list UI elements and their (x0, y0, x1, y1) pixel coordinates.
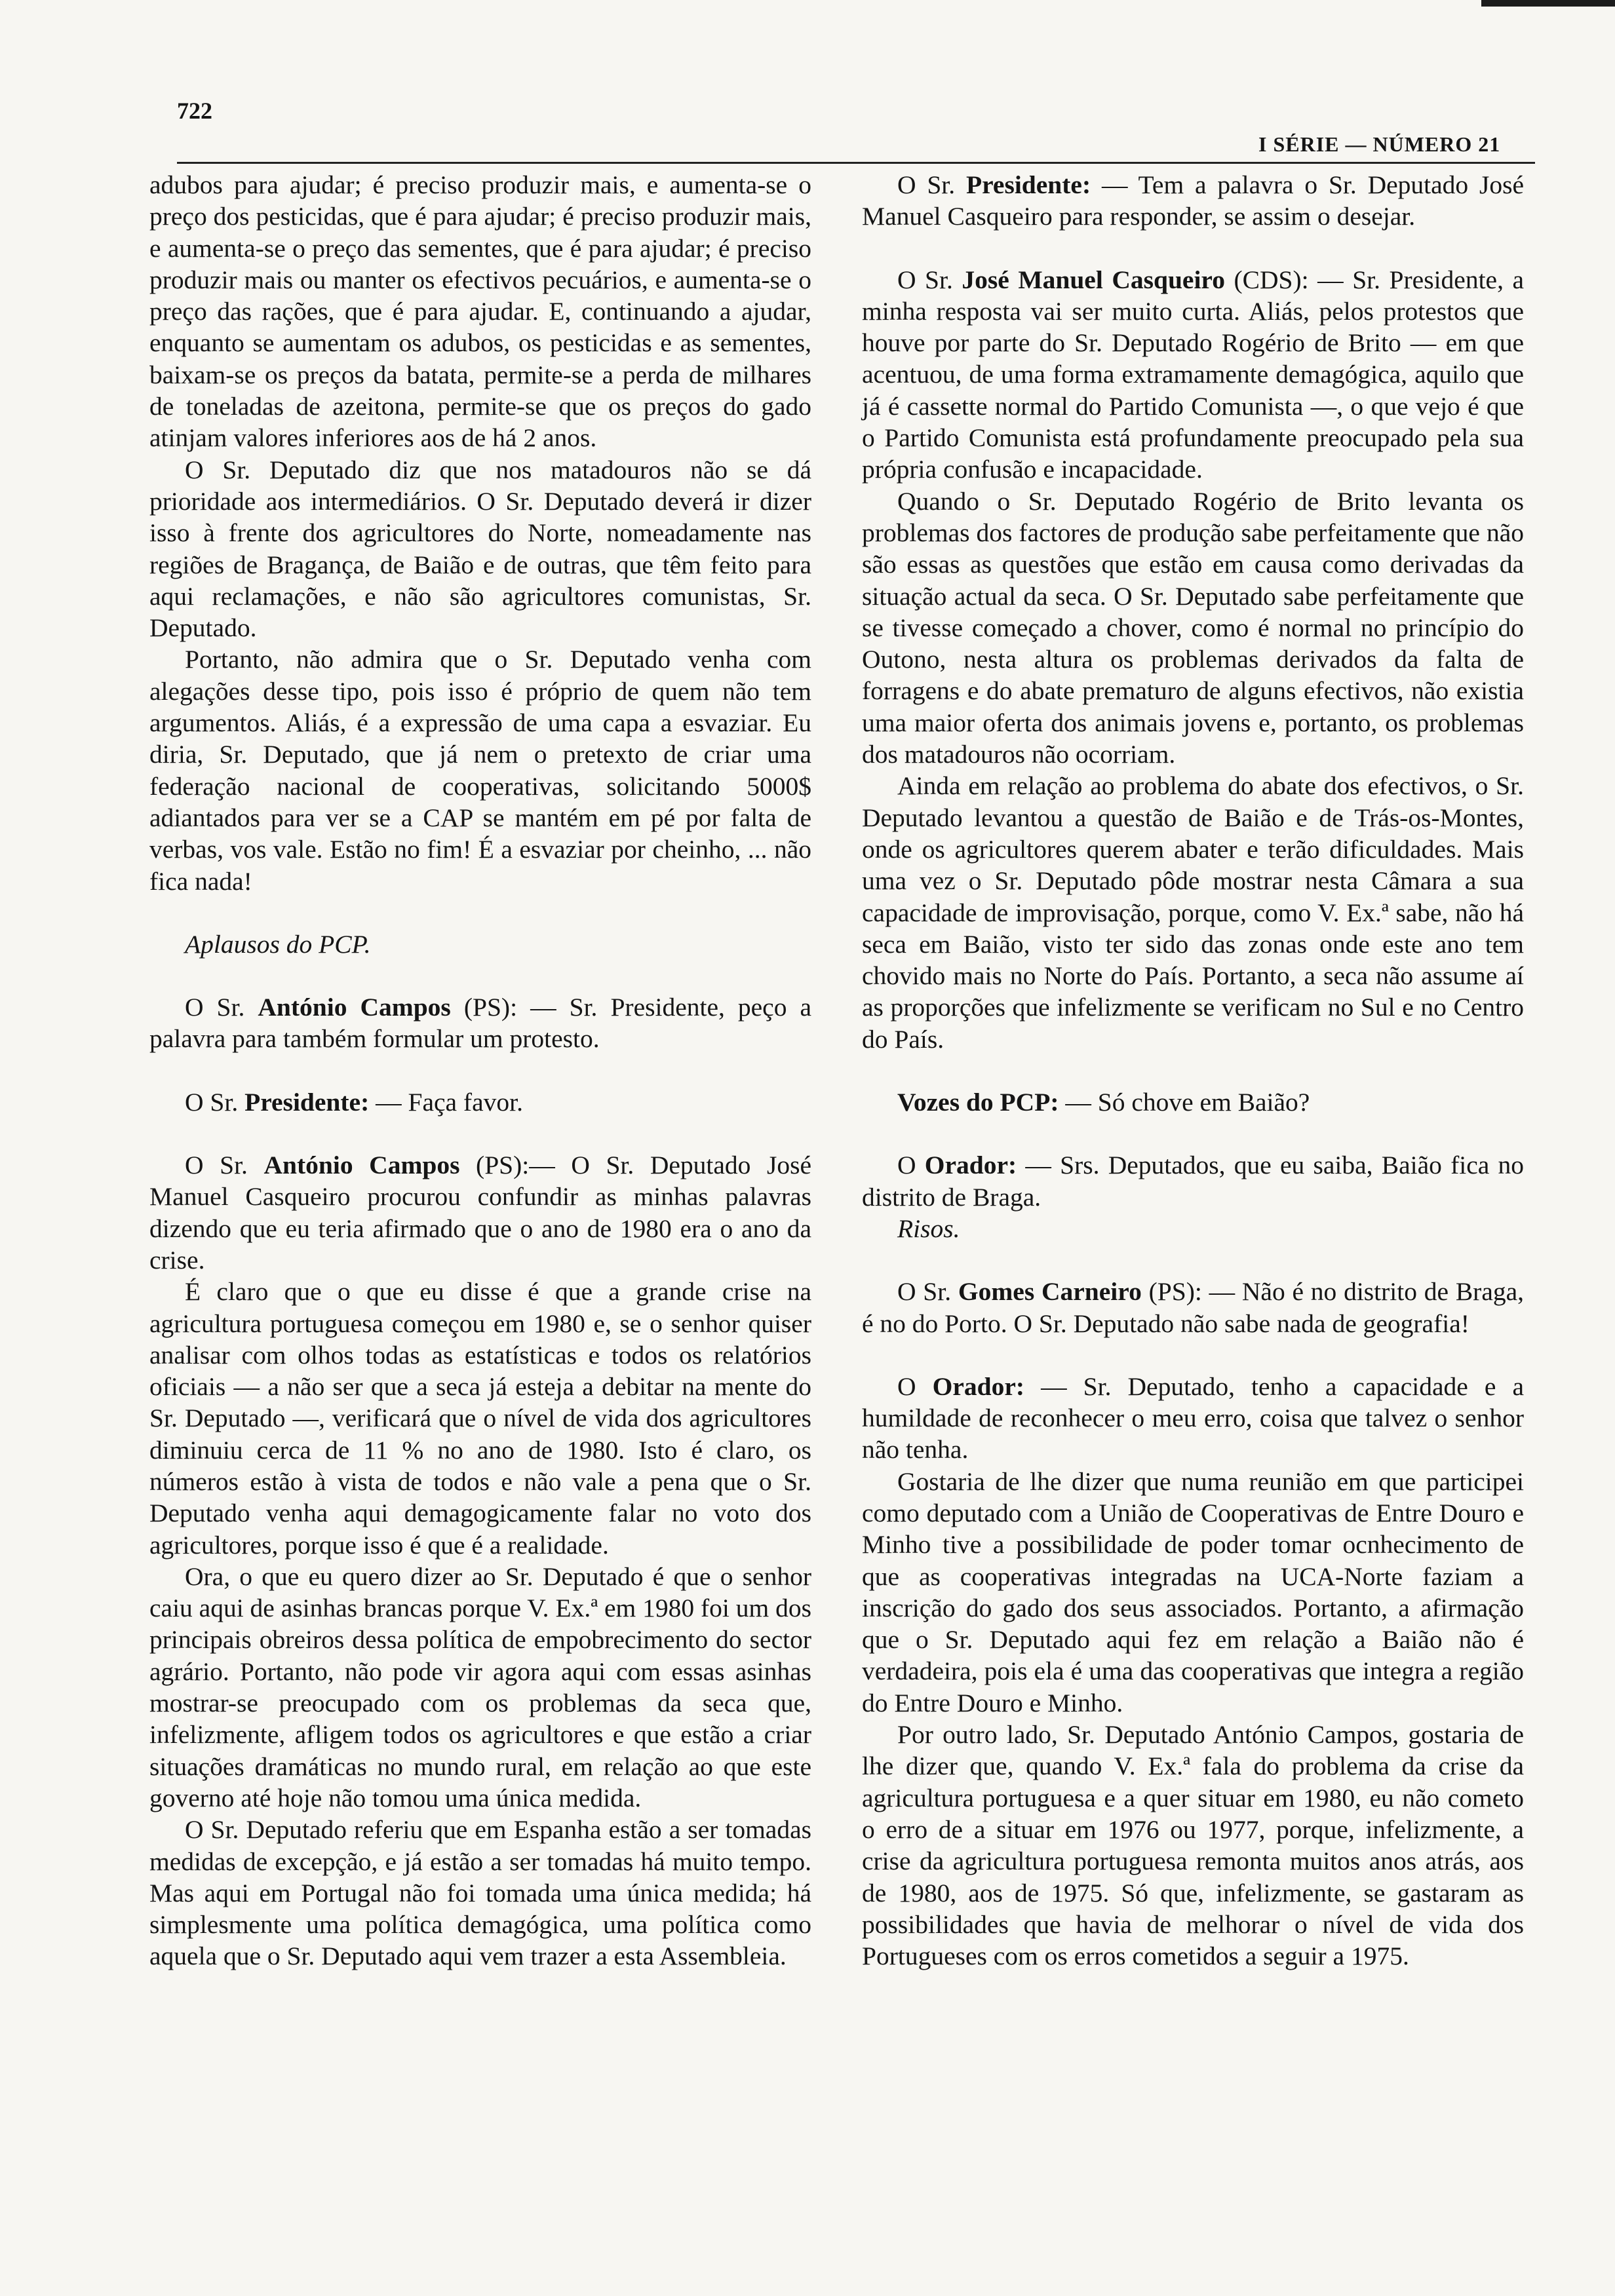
body-paragraph: Quando o Sr. Deputado Rogério de Brito levanta os problemas dos factores de produção sabe perfeitamente que não são essas as questões que estão em causa como derivadas da situação actual da seca. O Sr. Deputado sabe perfeitamente que se tivesse começado a chover, como é normal no princípio do Outono, nesta altura os problemas derivados da falta de forragens e do abate prematuro de alguns efectivos, não existia uma maior oferta dos animais jovens e, portanto, os problemas dos matadouros não ocorriam. (862, 486, 1524, 769)
speaker-party (1091, 170, 1102, 199)
series-header: I SÉRIE — NÚMERO 21 (1258, 132, 1501, 156)
body-paragraph: O Sr. Deputado referiu que em Espanha estão a ser tomadas medidas de excepção, e já estão a ser tomadas há muito tempo. Mas aqui em Portugal não foi tomada uma única medida; há simplesmente uma política demagógica, uma política como aquela que o Sr. Deputado aqui vem trazer a esta Assembleia. (149, 1815, 811, 1971)
speech-paragraph (149, 1149, 811, 1276)
speech-text: — Só chove em Baião? (1065, 1088, 1310, 1117)
speech-text: — Não é no distrito de Braga, é no do Porto. O Sr. Deputado não sabe nada de geografia! (862, 1277, 1525, 1338)
body-paragraph: Gostaria de lhe dizer que numa reunião em que participei como deputado com a União de Cooperativas de Entre Douro e Minho tive a possibilidade de poder tomar ocnhecimento de que as cooperativas integradas na UCA-Norte faziam a inscrição do gado dos seus associados. Portanto, a afirmação que o Sr. Deputado aqui fez em relação a Baião não é verdadeira, pois ela é uma das cooperativas que integra a região do Entre Douro e Minho. (862, 1466, 1524, 1717)
speaker-title: O Sr. (185, 1087, 245, 1117)
top-edge-bar (1481, 0, 1615, 7)
speaker-name: António Campos (258, 993, 451, 1022)
right-text-column (862, 169, 1524, 1972)
speech-paragraph (862, 169, 1524, 233)
speaker-party: (PS): (450, 993, 531, 1022)
speaker-title: O (897, 1371, 933, 1401)
speech-text: — Sr. Deputado, tenho a capacidade e a humildade de reconhecer o meu erro, coisa que talvez o senhor não tenha. (862, 1371, 1525, 1464)
speaker-party: (CDS): (1225, 265, 1318, 294)
speech-text: — Srs. Deputados, que eu saiba, Baião fica no distrito de Braga. (862, 1151, 1524, 1212)
speech-text: — Sr. Presidente, peço a palavra para também formular um protesto. (149, 993, 812, 1054)
stage-direction: Aplausos do PCP. (185, 929, 371, 959)
speaker-name: Orador: (924, 1151, 1017, 1180)
body-paragraph: Por outro lado, Sr. Deputado António Campos, gostaria de lhe dizer que, quando V. Ex.ª fala do problema da crise da agricultura portuguesa e a quer situar em 1980, eu não cometo o erro de a situar em 1976 ou 1977, porque, infelizmente, a crise da agricultura portuguesa remonta muitos anos atrás, aos de 1980, aos de 1975. Só que, infelizmente, se gastaram as possibilidades que havia de melhorar o nível de vida dos Portugueses com os erros cometidos a seguir a 1975. (862, 1720, 1524, 1971)
body-paragraph: Ora, o que eu quero dizer ao Sr. Deputado é que o senhor caiu aqui de asinhas brancas porque V. Ex.ª em 1980 foi um dos principais obreiros dessa política de empobrecimento do sector agrário. Portanto, não pode vir agora aqui com essas asinhas mostrar-se preocupado com os problemas da seca que, infelizmente, afligem todos os agricultores e que estão a criar situações dramáticas no mundo rural, em relação ao que este governo até hoje não tomou uma única medida. (149, 1561, 811, 1812)
body-paragraph: O Sr. Deputado diz que nos matadouros não se dá prioridade aos intermediários. O Sr. Deputado deverá ir dizer isso à frente dos agricultores do Norte, nomeadamente nas regiões de Bragança, de Baião e de outras, que têm feito para aqui reclamações, e não são agricultores comunistas, Sr. Deputado. (149, 455, 811, 643)
speaker-name: Presidente: (244, 1087, 370, 1117)
body-paragraph: Ainda em relação ao problema do abate dos efectivos, o Sr. Deputado levantou a questão de Baião e de Trás-os-Montes, onde os agricultores querem abater e terão dificuldades. Mais uma vez o Sr. Deputado pôde mostrar nesta Câmara a sua capacidade de improvisação, porque, como V. Ex.ª sabe, não há seca em Baião, visto ter sido das zonas onde este ano tem chovido mais no Norte do País. Portanto, a seca não assume aí as proporções que infelizmente se verificam no Sul e no Centro do País. (862, 771, 1524, 1054)
speaker-name: Vozes do PCP: (897, 1088, 1059, 1117)
speech-paragraph (862, 1149, 1524, 1213)
speaker-name: Gomes Carneiro (958, 1277, 1142, 1307)
body-paragraph: É claro que o que eu disse é que a grande crise na agricultura portuguesa começou em 1980 e, se o senhor quiser analisar com olhos todas as estatísticas e todos os relatórios oficiais — a não ser que a seca já esteja a debitar na mente do Sr. Deputado —, verificará que o nível de vida dos agricultores diminuiu cerca de 11 % no ano de 1980. Isto é claro, os números estão à vista de todos e não vale a pena que o Sr. Deputado venha aqui demagogicamente falar no voto dos agricultores, porque isso é que é a realidade. (149, 1277, 811, 1559)
speech-paragraph (862, 1276, 1524, 1339)
stage-direction: Risos. (897, 1214, 960, 1243)
speaker-party (1024, 1372, 1041, 1401)
speaker-title: O Sr. (185, 993, 258, 1022)
body-paragraph: Portanto, não admira que o Sr. Deputado venha com alegações desse tipo, pois isso é próprio de quem não tem argumentos. Aliás, é a expressão de uma capa a esvaziar. Eu diria, Sr. Deputado, que já nem o pretexto de criar uma federação nacional de cooperativas, solicitando 5000$ adiantados para ver se a CAP se mantém em pé por falta de verbas, vos vale. Estão no fim! É a esvaziar por cheinho, ... não fica nada! (149, 645, 811, 896)
speech-paragraph (862, 264, 1524, 486)
speaker-party: (PS): (459, 1151, 530, 1180)
speech-text: — Tem a palavra o Sr. Deputado José Manuel Casqueiro para responder, se assim o desejar. (862, 170, 1525, 231)
header-rule (177, 162, 1535, 164)
speaker-title: O Sr. (897, 265, 962, 294)
page-number: 722 (177, 98, 212, 124)
speaker-party (1059, 1088, 1066, 1117)
speaker-title: O Sr. (185, 1151, 264, 1180)
body-paragraph: adubos para ajudar; é preciso produzir mais, e aumenta-se o preço dos pesticidas, que é para ajudar; é preciso produzir mais, e aumenta-se o preço das sementes, que é para ajudar; é preciso produzir mais ou manter os efectivos pecuários, e aumenta-se o preço das rações, que é para ajudar. E, continuando a ajudar, enquanto se aumentam os adubos, os pesticidas e as sementes, baixam-se os preços da batata, permite-se a perda de milhares de toneladas de azeitona, permite-se que os preços do gado atinjam valores inferiores aos de há 2 anos. (149, 170, 811, 453)
speech-text: — Faça favor. (376, 1087, 523, 1117)
speaker-name: António Campos (263, 1151, 460, 1180)
speaker-title: O (897, 1151, 925, 1180)
speaker-party (1017, 1151, 1025, 1179)
speaker-party: (PS): (1141, 1277, 1209, 1307)
speech-paragraph (862, 1371, 1524, 1466)
speech-paragraph (149, 991, 811, 1055)
speaker-party (369, 1088, 376, 1117)
speaker-name: Presidente: (965, 170, 1091, 199)
speaker-name: Orador: (932, 1371, 1025, 1401)
speech-paragraph (149, 1086, 811, 1118)
speech-text: — O Sr. Deputado José Manuel Casqueiro procurou confundir as minhas palavras dizendo que eu teria afirmado que o ano de 1980 era o ano da crise. (149, 1151, 812, 1274)
speaker-name: José Manuel Casqueiro (962, 265, 1225, 294)
speaker-title: O Sr. (897, 1277, 958, 1307)
speech-paragraph (862, 1086, 1524, 1118)
speech-text: — Sr. Presidente, a minha resposta vai ser muito curta. Aliás, pelos protestos que houve por parte do Sr. Deputado Rogério de Brito — em que acentuou, de uma forma extramamente demagógica, aquilo que já é cassette normal do Partido Comunista —, o que vejo é que o Partido Comunista está profundamente preocupado pela sua própria confusão e incapacidade. (862, 265, 1525, 484)
speaker-title: O Sr. (897, 170, 966, 199)
left-text-column (149, 169, 811, 1972)
